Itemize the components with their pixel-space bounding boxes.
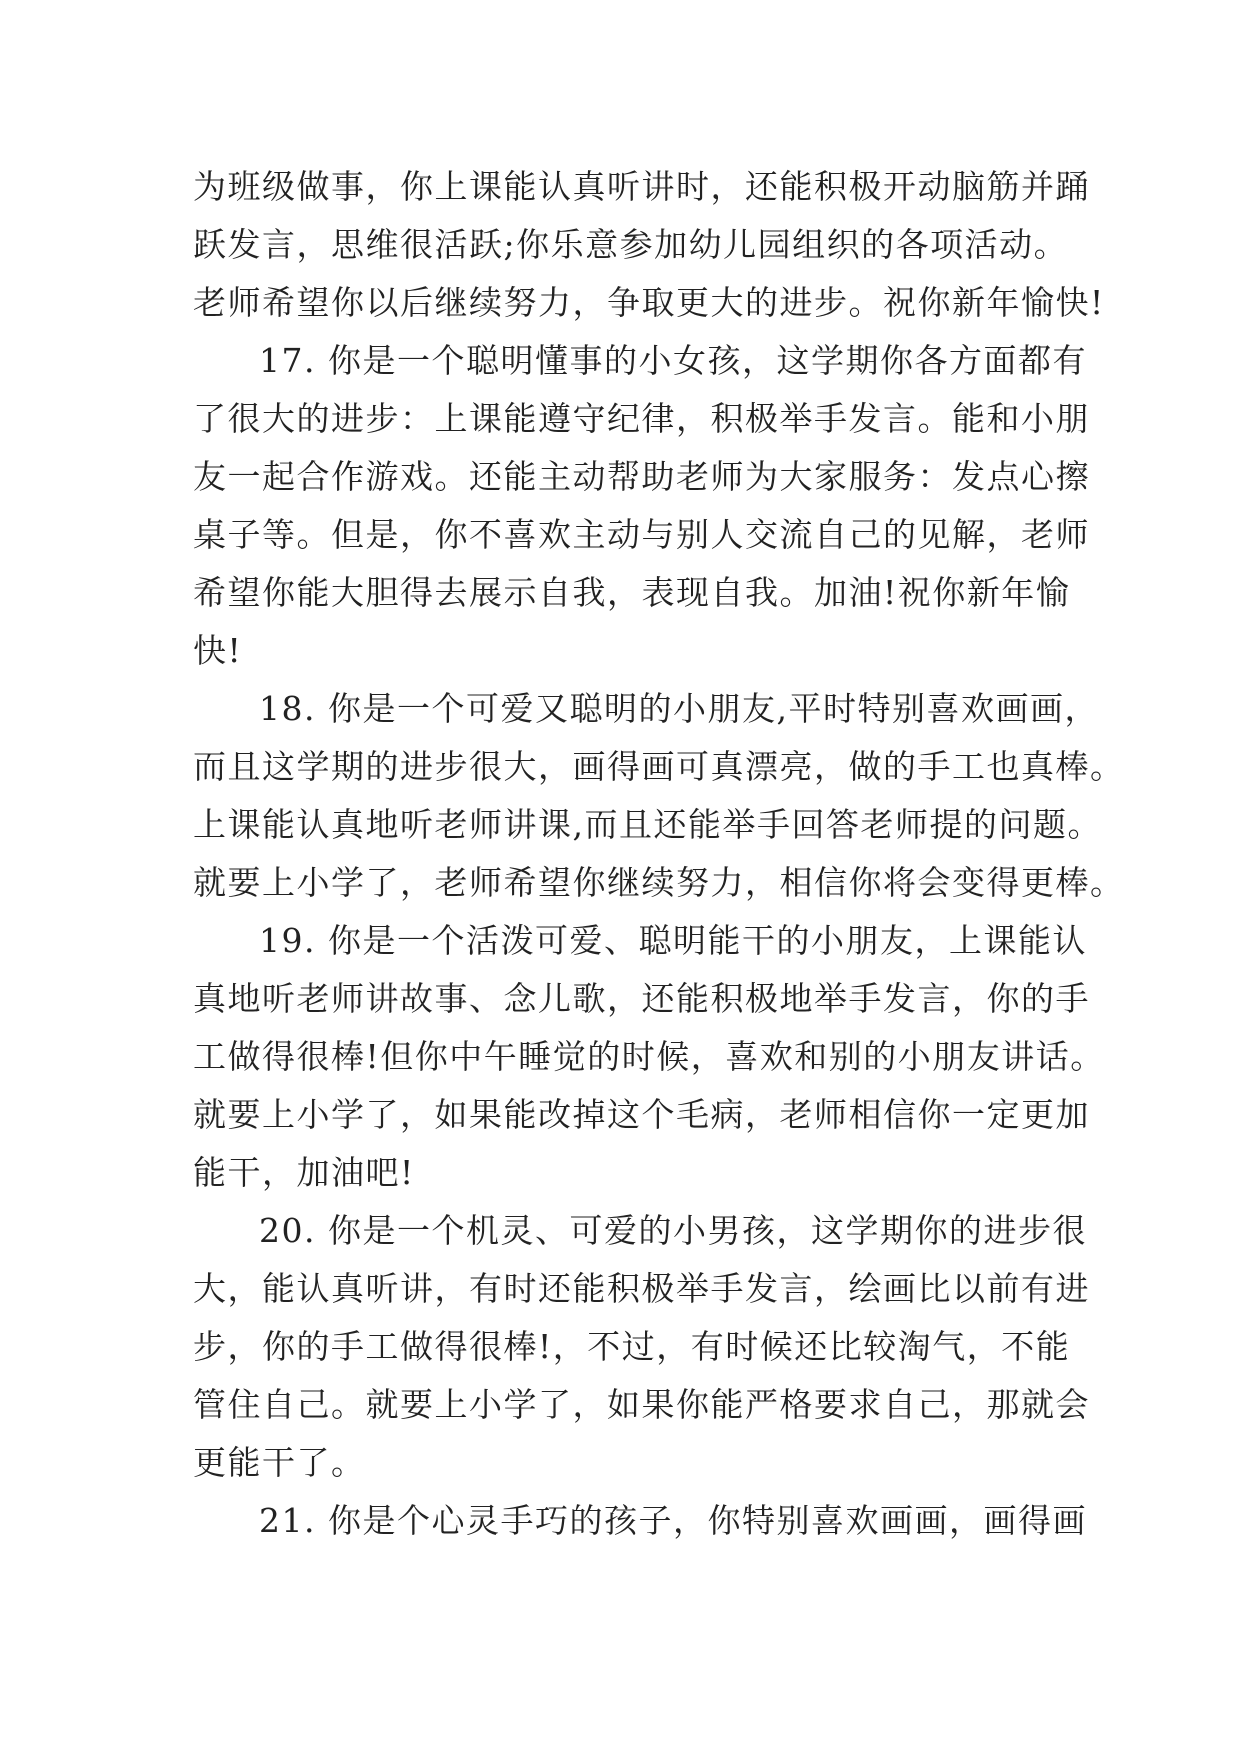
paragraph-line: 能干，加油吧! — [193, 1153, 415, 1192]
paragraph-line: 希望你能大胆得去展示自我，表现自我。加油!祝你新年愉 — [193, 573, 1071, 612]
paragraph-line: 管住自己。就要上小学了，如果你能严格要求自己，那就会 — [193, 1385, 1090, 1424]
item-19-first-line: 19. 你是一个活泼可爱、聪明能干的小朋友，上课能认 — [259, 921, 1087, 960]
paragraph-line: 而且这学期的进步很大，画得画可真漂亮，做的手工也真棒。 — [193, 747, 1125, 786]
item-18-first-line: 18. 你是一个可爱又聪明的小朋友,平时特别喜欢画画， — [259, 689, 1099, 728]
paragraph-line: 大，能认真听讲，有时还能积极举手发言，绘画比以前有进 — [193, 1269, 1090, 1308]
paragraph-line: 友一起合作游戏。还能主动帮助老师为大家服务：发点心擦 — [193, 457, 1090, 496]
item-17-first-line: 17. 你是一个聪明懂事的小女孩，这学期你各方面都有 — [259, 341, 1087, 380]
item-20-first-line: 20. 你是一个机灵、可爱的小男孩，这学期你的进步很 — [259, 1211, 1087, 1250]
paragraph-line: 跃发言，思维很活跃;你乐意参加幼儿园组织的各项活动。 — [193, 225, 1069, 264]
paragraph-line: 老师希望你以后继续努力，争取更大的进步。祝你新年愉快! — [193, 283, 1105, 322]
paragraph-line: 桌子等。但是，你不喜欢主动与别人交流自己的见解，老师 — [193, 515, 1090, 554]
paragraph-line: 了很大的进步：上课能遵守纪律，积极举手发言。能和小朋 — [193, 399, 1090, 438]
document-body — [193, 158, 1125, 1550]
paragraph-line: 步，你的手工做得很棒!，不过，有时候还比较淘气，不能 — [193, 1327, 1071, 1366]
item-21-first-line: 21. 你是个心灵手巧的孩子，你特别喜欢画画，画得画 — [259, 1501, 1087, 1540]
paragraph-line: 真地听老师讲故事、念儿歌，还能积极地举手发言，你的手 — [193, 979, 1090, 1018]
paragraph-line: 快! — [193, 631, 243, 670]
paragraph-line: 更能干了。 — [193, 1443, 366, 1482]
paragraph-line: 上课能认真地听老师讲课,而且还能举手回答老师提的问题。 — [193, 805, 1102, 844]
paragraph-line: 就要上小学了，如果能改掉这个毛病，老师相信你一定更加 — [193, 1095, 1090, 1134]
paragraph-line: 为班级做事，你上课能认真听讲时，还能积极开动脑筋并踊 — [193, 167, 1090, 206]
paragraph-line: 工做得很棒!但你中午睡觉的时候，喜欢和别的小朋友讲话。 — [193, 1037, 1105, 1076]
paragraph-line: 就要上小学了，老师希望你继续努力，相信你将会变得更棒。 — [193, 863, 1125, 902]
